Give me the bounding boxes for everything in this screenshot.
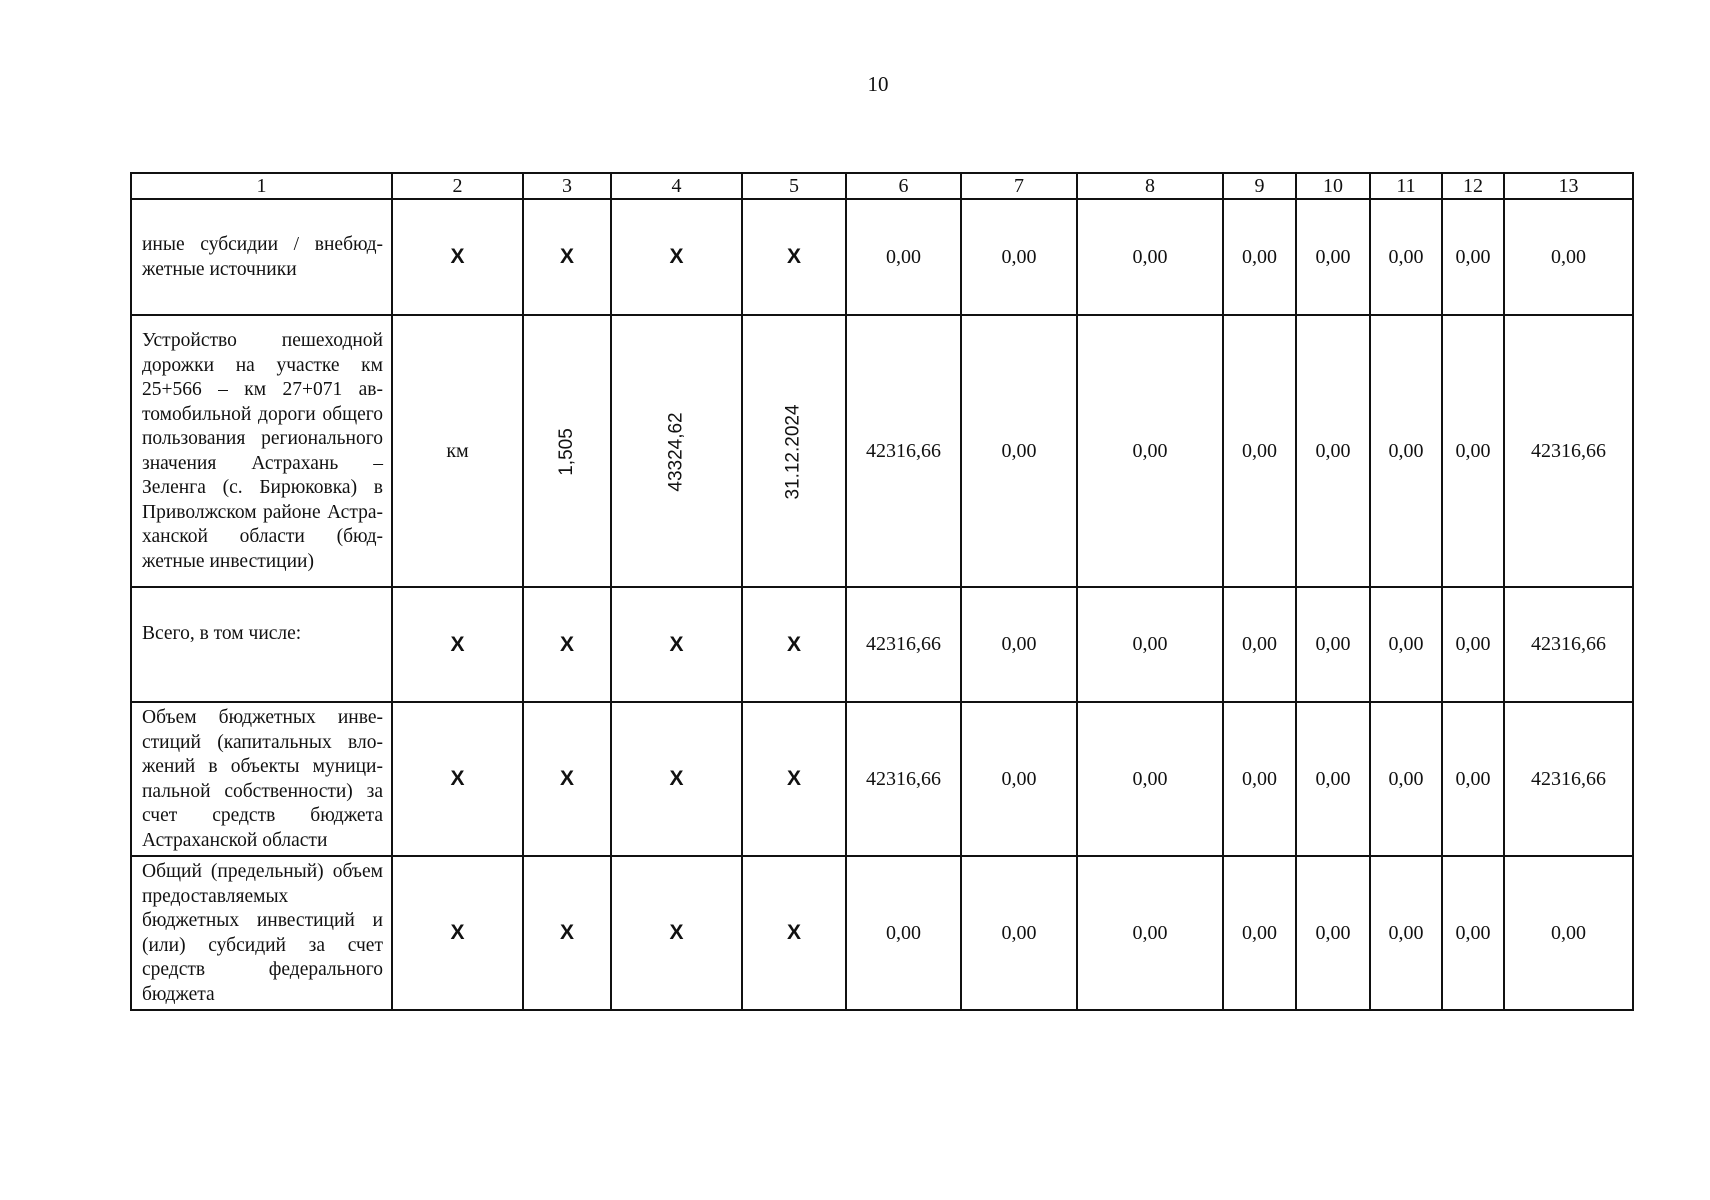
cell-capacity: X bbox=[523, 199, 611, 315]
cell-col-6: 0,00 bbox=[846, 199, 961, 315]
cell-capacity: X bbox=[523, 587, 611, 702]
column-number-1: 1 bbox=[131, 173, 392, 199]
completion-date-value-vertical: 31.12.2024 bbox=[783, 403, 804, 500]
cell-col-11: 0,00 bbox=[1370, 315, 1442, 587]
cell-col-6: 0,00 bbox=[846, 856, 961, 1010]
cell-col-13: 0,00 bbox=[1504, 856, 1633, 1010]
cell-col-10: 0,00 bbox=[1296, 587, 1370, 702]
cell-col-7: 0,00 bbox=[961, 702, 1077, 856]
table-row-total bbox=[131, 587, 1633, 702]
cell-unit: X bbox=[392, 702, 523, 856]
table-row-regional-budget bbox=[131, 702, 1633, 856]
table-row-federal-budget bbox=[131, 856, 1633, 1010]
cell-estimated-cost: X bbox=[611, 199, 742, 315]
column-number-12: 12 bbox=[1442, 173, 1504, 199]
column-number-8: 8 bbox=[1077, 173, 1223, 199]
cell-col-9: 0,00 bbox=[1223, 587, 1296, 702]
column-number-11: 11 bbox=[1370, 173, 1442, 199]
financing-table-container bbox=[130, 172, 1632, 1011]
cell-completion-date: X bbox=[742, 587, 846, 702]
cell-col-8: 0,00 bbox=[1077, 856, 1223, 1010]
page-number: 10 bbox=[867, 72, 889, 96]
cell-col-9: 0,00 bbox=[1223, 199, 1296, 315]
cell-col-11: 0,00 bbox=[1370, 702, 1442, 856]
cell-col-11: 0,00 bbox=[1370, 856, 1442, 1010]
cell-col-6: 42316,66 bbox=[846, 315, 961, 587]
table-row-pedestrian-path bbox=[131, 315, 1633, 587]
cell-col-9: 0,00 bbox=[1223, 856, 1296, 1010]
cell-col-12: 0,00 bbox=[1442, 587, 1504, 702]
cell-estimated-cost: X bbox=[611, 702, 742, 856]
cell-capacity: X bbox=[523, 702, 611, 856]
cell-col-6: 42316,66 bbox=[846, 587, 961, 702]
column-number-4: 4 bbox=[611, 173, 742, 199]
cell-unit: X bbox=[392, 587, 523, 702]
row-name: Устройство пешеходной дорожки на участке км 25+566 – км 27+071 автомобильной дороги общего пользования регионального значения Астрахань – Зеленга (с. Бирюковка) в Приволжском районе Астраханской области (бюджетные инвестиции) bbox=[131, 315, 392, 587]
row-name: Общий (предельный) объем предоставляемых бюджетных инвестиций и (или) субсидий за счет средств федерального бюджета bbox=[131, 856, 392, 1010]
cell-col-8: 0,00 bbox=[1077, 199, 1223, 315]
cell-col-12: 0,00 bbox=[1442, 856, 1504, 1010]
cell-col-8: 0,00 bbox=[1077, 315, 1223, 587]
cell-capacity bbox=[523, 315, 611, 587]
cell-completion-date bbox=[742, 315, 846, 587]
cell-col-10: 0,00 bbox=[1296, 315, 1370, 587]
cell-estimated-cost bbox=[611, 315, 742, 587]
cell-unit: км bbox=[392, 315, 523, 587]
cell-col-7: 0,00 bbox=[961, 856, 1077, 1010]
cell-col-11: 0,00 bbox=[1370, 199, 1442, 315]
estimated-cost-value-vertical: 43324,62 bbox=[665, 411, 687, 492]
cell-completion-date: X bbox=[742, 199, 846, 315]
cell-col-7: 0,00 bbox=[961, 315, 1077, 587]
cell-capacity: X bbox=[523, 856, 611, 1010]
cell-col-10: 0,00 bbox=[1296, 702, 1370, 856]
cell-col-9: 0,00 bbox=[1223, 702, 1296, 856]
cell-col-12: 0,00 bbox=[1442, 199, 1504, 315]
cell-unit: X bbox=[392, 199, 523, 315]
cell-col-11: 0,00 bbox=[1370, 587, 1442, 702]
cell-col-8: 0,00 bbox=[1077, 702, 1223, 856]
row-name: Всего, в том числе: bbox=[131, 587, 392, 702]
row-name: иные субсидии / внебюджетные источники bbox=[131, 199, 392, 315]
cell-col-6: 42316,66 bbox=[846, 702, 961, 856]
cell-col-13: 42316,66 bbox=[1504, 315, 1633, 587]
column-number-13: 13 bbox=[1504, 173, 1633, 199]
column-number-7: 7 bbox=[961, 173, 1077, 199]
column-number-6: 6 bbox=[846, 173, 961, 199]
cell-col-7: 0,00 bbox=[961, 587, 1077, 702]
cell-col-12: 0,00 bbox=[1442, 702, 1504, 856]
cell-estimated-cost: X bbox=[611, 587, 742, 702]
column-number-10: 10 bbox=[1296, 173, 1370, 199]
cell-completion-date: X bbox=[742, 856, 846, 1010]
column-number-5: 5 bbox=[742, 173, 846, 199]
column-number-row bbox=[131, 173, 1633, 199]
row-name: Объем бюджетных инвестиций (капитальных вложений в объекты муниципальной собственности) за счет средств бюджета Астраханской области bbox=[131, 702, 392, 856]
cell-estimated-cost: X bbox=[611, 856, 742, 1010]
column-number-2: 2 bbox=[392, 173, 523, 199]
capacity-value-vertical: 1,505 bbox=[555, 427, 577, 476]
table-row-other-subsidies bbox=[131, 199, 1633, 315]
cell-col-7: 0,00 bbox=[961, 199, 1077, 315]
cell-col-13: 42316,66 bbox=[1504, 587, 1633, 702]
cell-col-8: 0,00 bbox=[1077, 587, 1223, 702]
column-number-9: 9 bbox=[1223, 173, 1296, 199]
cell-col-10: 0,00 bbox=[1296, 199, 1370, 315]
cell-col-13: 42316,66 bbox=[1504, 702, 1633, 856]
cell-unit: X bbox=[392, 856, 523, 1010]
column-number-3: 3 bbox=[523, 173, 611, 199]
financing-table bbox=[130, 172, 1634, 1011]
cell-col-13: 0,00 bbox=[1504, 199, 1633, 315]
cell-col-10: 0,00 bbox=[1296, 856, 1370, 1010]
cell-col-9: 0,00 bbox=[1223, 315, 1296, 587]
cell-col-12: 0,00 bbox=[1442, 315, 1504, 587]
cell-completion-date: X bbox=[742, 702, 846, 856]
